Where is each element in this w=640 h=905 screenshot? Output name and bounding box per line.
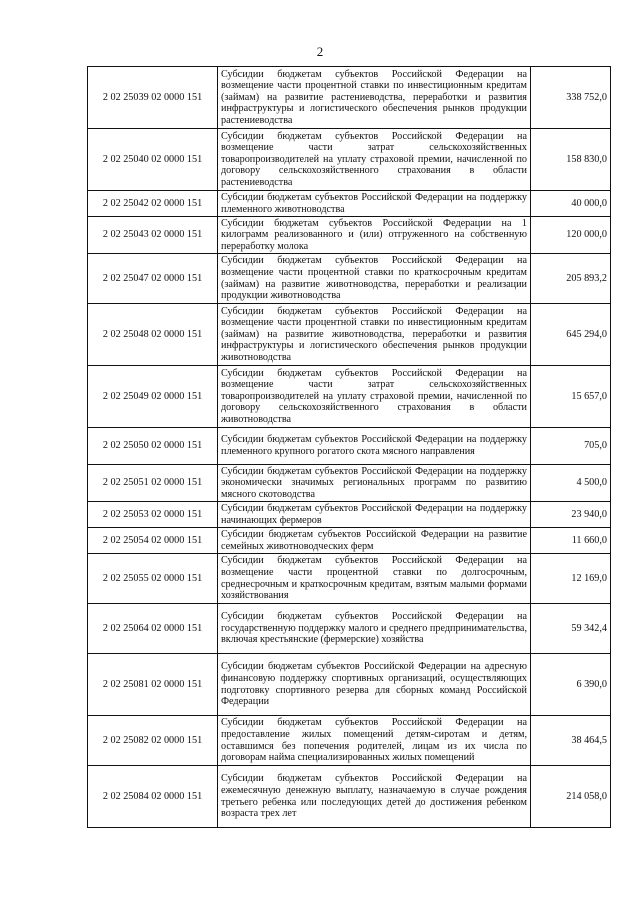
subsidy-amount: 12 169,0 [531, 554, 611, 604]
subsidy-description: Субсидии бюджетам субъектов Российской Федерации на возмещение части затрат сельскохозяйственных товаропроизводителей на уплату страховой премии, начисленной по договору сельскохозяйственного страхования в области животноводства [218, 366, 531, 428]
subsidy-amount: 15 657,0 [531, 366, 611, 428]
budget-code: 2 02 25054 02 0000 151 [88, 528, 218, 554]
subsidy-amount: 11 660,0 [531, 528, 611, 554]
subsidy-amount: 338 752,0 [531, 67, 611, 129]
subsidy-description: Субсидии бюджетам субъектов Российской Федерации на ежемесячную денежную выплату, назначаемую в случае рождения третьего ребенка или последующих детей до достижения ребенком возраста трех лет [218, 766, 531, 828]
table-row [88, 654, 611, 716]
table-row [88, 191, 611, 217]
subsidy-description: Субсидии бюджетам субъектов Российской Федерации на возмещение части процентной ставки по краткосрочным кредитам (займам) на развитие животноводства, переработки и реализации продукции животноводства [218, 254, 531, 304]
budget-code: 2 02 25048 02 0000 151 [88, 304, 218, 366]
subsidy-amount: 645 294,0 [531, 304, 611, 366]
table-row [88, 604, 611, 654]
budget-code: 2 02 25039 02 0000 151 [88, 67, 218, 129]
table-row [88, 716, 611, 766]
page-number: 2 [316, 44, 324, 59]
subsidy-amount: 40 000,0 [531, 191, 611, 217]
table-row [88, 502, 611, 528]
budget-code: 2 02 25064 02 0000 151 [88, 604, 218, 654]
budget-code: 2 02 25043 02 0000 151 [88, 217, 218, 254]
subsidy-amount: 4 500,0 [531, 465, 611, 502]
table-row [88, 428, 611, 465]
subsidy-amount: 205 893,2 [531, 254, 611, 304]
budget-code: 2 02 25084 02 0000 151 [88, 766, 218, 828]
subsidy-amount: 120 000,0 [531, 217, 611, 254]
table-row [88, 766, 611, 828]
subsidy-description: Субсидии бюджетам субъектов Российской Федерации на поддержку экономически значимых региональных программ по развитию мясного скотоводства [218, 465, 531, 502]
budget-code: 2 02 25042 02 0000 151 [88, 191, 218, 217]
subsidy-description: Субсидии бюджетам субъектов Российской Федерации на развитие семейных животноводческих ферм [218, 528, 531, 554]
table-row [88, 129, 611, 191]
subsidy-description: Субсидии бюджетам субъектов Российской Федерации на возмещение части процентной ставки по долгосрочным, среднесрочным и краткосрочным кредитам, взятым малыми формами хозяйствования [218, 554, 531, 604]
table-row [88, 67, 611, 129]
table-row [88, 554, 611, 604]
budget-code: 2 02 25053 02 0000 151 [88, 502, 218, 528]
subsidy-description: Субсидии бюджетам субъектов Российской Федерации на 1 килограмм реализованного и (или) отгруженного на собственную переработку молока [218, 217, 531, 254]
subsidy-amount: 6 390,0 [531, 654, 611, 716]
subsidy-description: Субсидии бюджетам субъектов Российской Федерации на предоставление жилых помещений детям-сиротам и детям, оставшимся без попечения родителей, лицам из их числа по договорам найма специализированных жилых помещений [218, 716, 531, 766]
subsidy-amount: 214 058,0 [531, 766, 611, 828]
budget-table [87, 66, 611, 828]
subsidy-description: Субсидии бюджетам субъектов Российской Федерации на возмещение части затрат сельскохозяйственных товаропроизводителей на уплату страховой премии, начисленной по договору сельскохозяйственного страхования в области растениеводства [218, 129, 531, 191]
subsidy-description: Субсидии бюджетам субъектов Российской Федерации на поддержку племенного крупного рогатого скота мясного направления [218, 428, 531, 465]
table-row [88, 254, 611, 304]
budget-code: 2 02 25051 02 0000 151 [88, 465, 218, 502]
subsidy-amount: 38 464,5 [531, 716, 611, 766]
subsidy-amount: 59 342,4 [531, 604, 611, 654]
subsidy-amount: 705,0 [531, 428, 611, 465]
subsidy-amount: 23 940,0 [531, 502, 611, 528]
subsidy-description: Субсидии бюджетам субъектов Российской Федерации на поддержку начинающих фермеров [218, 502, 531, 528]
budget-code: 2 02 25049 02 0000 151 [88, 366, 218, 428]
budget-code: 2 02 25040 02 0000 151 [88, 129, 218, 191]
budget-code: 2 02 25050 02 0000 151 [88, 428, 218, 465]
budget-code: 2 02 25055 02 0000 151 [88, 554, 218, 604]
table-row [88, 366, 611, 428]
subsidy-description: Субсидии бюджетам субъектов Российской Федерации на государственную поддержку малого и среднего предпринимательства, включая крестьянские (фермерские) хозяйства [218, 604, 531, 654]
table-row [88, 217, 611, 254]
subsidy-description: Субсидии бюджетам субъектов Российской Федерации на возмещение части процентной ставки по инвестиционным кредитам (займам) на развитие животноводства, переработки и развития инфраструктуры и логистического обеспечения рынков продукции животноводства [218, 304, 531, 366]
subsidy-description: Субсидии бюджетам субъектов Российской Федерации на поддержку племенного животноводства [218, 191, 531, 217]
table-row [88, 465, 611, 502]
subsidy-description: Субсидии бюджетам субъектов Российской Федерации на возмещение части процентной ставки по инвестиционным кредитам (займам) на развитие растениеводства, переработки и развития инфраструктуры и логистического обеспечения рынков продукции растениеводства [218, 67, 531, 129]
table-row [88, 528, 611, 554]
budget-code: 2 02 25082 02 0000 151 [88, 716, 218, 766]
subsidy-amount: 158 830,0 [531, 129, 611, 191]
budget-code: 2 02 25081 02 0000 151 [88, 654, 218, 716]
table-row [88, 304, 611, 366]
subsidy-description: Субсидии бюджетам субъектов Российской Федерации на адресную финансовую поддержку спортивных организаций, осуществляющих подготовку спортивного резерва для сборных команд Российской Федерации [218, 654, 531, 716]
budget-code: 2 02 25047 02 0000 151 [88, 254, 218, 304]
